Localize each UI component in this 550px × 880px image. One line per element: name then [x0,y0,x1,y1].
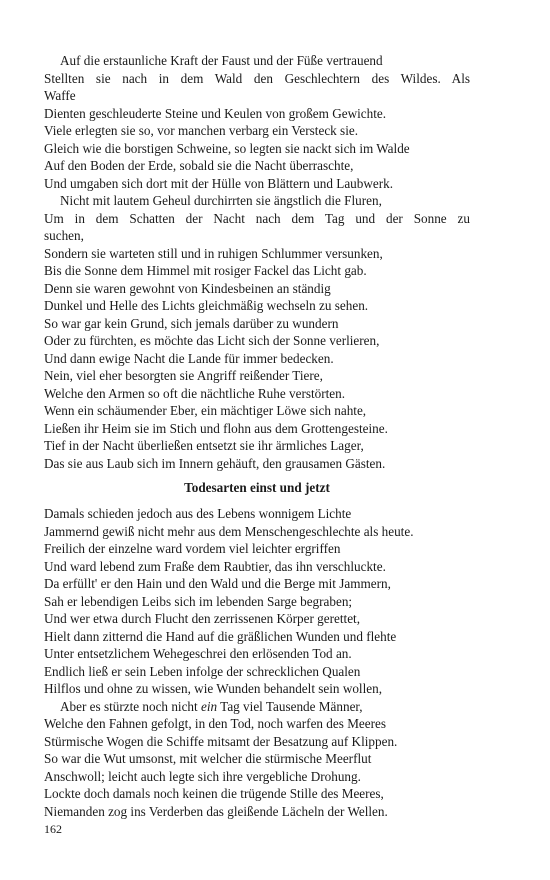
verse-line: Lockte doch damals noch keinen die trügende Stille des Meeres, [44,786,384,801]
emphasized-word: ein [201,698,218,714]
verse-line: Und ward lebend zum Fraße dem Raubtier, das ihn verschluckte. [44,558,386,574]
verse-line: Sondern sie warteten still und in ruhigen Schlummer versunken, [44,245,383,261]
verse-line: Dienten geschleuderte Steine und Keulen von großem Gewichte. [44,105,387,121]
verse-line: Unter entsetzlichem Wehegeschrei den erlösenden Tod an. [44,646,352,661]
verse-line: Welche den Armen so oft die nächtliche Ruhe verstörten. [44,385,346,401]
verse-line: Oder zu fürchten, es möchte das Licht sich der Sonne verlieren, [44,333,380,348]
verse-line: Viele erlegten sie so, vor manchen verbarg ein Versteck sie. [44,123,359,138]
verse-line: Da erfüllt' er den Hain und den Wald und die Berge mit Jammern, [44,576,391,591]
poem-section-2 [44,505,470,820]
verse-text: Tag viel Tausende Männer, [217,698,363,714]
verse-line: So war gar kein Grund, sich jemals darüber zu wundern [44,315,339,331]
verse-line: Denn sie waren gewohnt von Kindesbeinen an ständig [44,280,331,296]
verse-line [44,698,470,716]
verse-line: Jammernd gewiß nicht mehr aus dem Menschengeschlechte als heute. [44,523,414,539]
page-number: 162 [44,822,62,836]
verse-line: suchen, [44,228,84,243]
verse-line: Niemanden zog ins Verderben das gleißende Lächeln der Wellen. [44,803,388,819]
verse-line: Ließen ihr Heim sie im Stich und flohn aus dem Grottengesteine. [44,420,388,436]
verse-line: So war die Wut umsonst, mit welcher die stürmische Meerflut [44,751,372,766]
verse-line: Anschwoll; leicht auch legte sich ihre vergebliche Drohung. [44,768,361,784]
verse-line: Damals schieden jedoch aus des Lebens wonnigem Lichte [44,506,352,521]
verse-line: Freilich der einzelne ward vordem viel leichter ergriffen [44,541,341,556]
verse-line: Tief in der Nacht überließen entsetzt sie ihr ärmliches Lager, [44,438,364,453]
verse-line: Auf die erstaunliche Kraft der Faust und der Füße vertrauend [60,53,383,68]
verse-line: Gleich wie die borstigen Schweine, so legten sie nackt sich im Walde [44,140,410,156]
verse-line: Endlich ließ er sein Leben infolge der schrecklichen Qualen [44,663,361,679]
verse-line: Welche den Fahnen gefolgt, in den Tod, noch warfen des Meeres [44,716,386,731]
verse-line: Und wer etwa durch Flucht den zerrissenen Körper gerettet, [44,611,361,626]
verse-line: Stürmische Wogen die Schiffe mitsamt der Besatzung auf Klippen. [44,733,398,749]
verse-line: Und umgaben sich dort mit der Hülle von Blättern und Laubwerk. [44,175,394,191]
verse-line: Und dann ewige Nacht die Lande für immer bedecken. [44,350,334,366]
poem-section-1 [44,52,470,472]
verse-line: Hielt dann zitternd die Hand auf die gräßlichen Wunden und flehte [44,628,397,644]
verse-line: Stellten sie nach in dem Wald den Geschlechtern des Wildes. Als [44,70,470,86]
verse-text: Aber es stürzte noch nicht [60,698,201,714]
verse-line: Hilflos und ohne zu wissen, wie Wunden behandelt sein wollen, [44,681,383,696]
verse-line: Um in dem Schatten der Nacht nach dem Tag und der Sonne zu [44,210,470,226]
verse-line: Bis die Sonne dem Himmel mit rosiger Fackel das Licht gab. [44,263,367,278]
verse-line: Waffe [44,88,76,103]
verse-line: Sah er lebendigen Leibs sich im lebenden Sarge begraben; [44,593,353,609]
section-heading: Todesarten einst und jetzt [184,480,330,495]
verse-line: Nein, viel eher besorgten sie Angriff reißender Tiere, [44,368,323,383]
verse-line: Dunkel und Helle des Lichts gleichmäßig wechseln zu sehen. [44,298,369,313]
verse-line: Nicht mit lautem Geheul durchirrten sie ängstlich die Fluren, [60,193,382,208]
verse-line: Auf den Boden der Erde, sobald sie die Nacht überraschte, [44,158,354,173]
verse-line: Wenn ein schäumender Eber, ein mächtiger Löwe sich nahte, [44,403,367,418]
verse-line: Das sie aus Laub sich im Innern gehäuft, den grausamen Gästen. [44,455,386,471]
